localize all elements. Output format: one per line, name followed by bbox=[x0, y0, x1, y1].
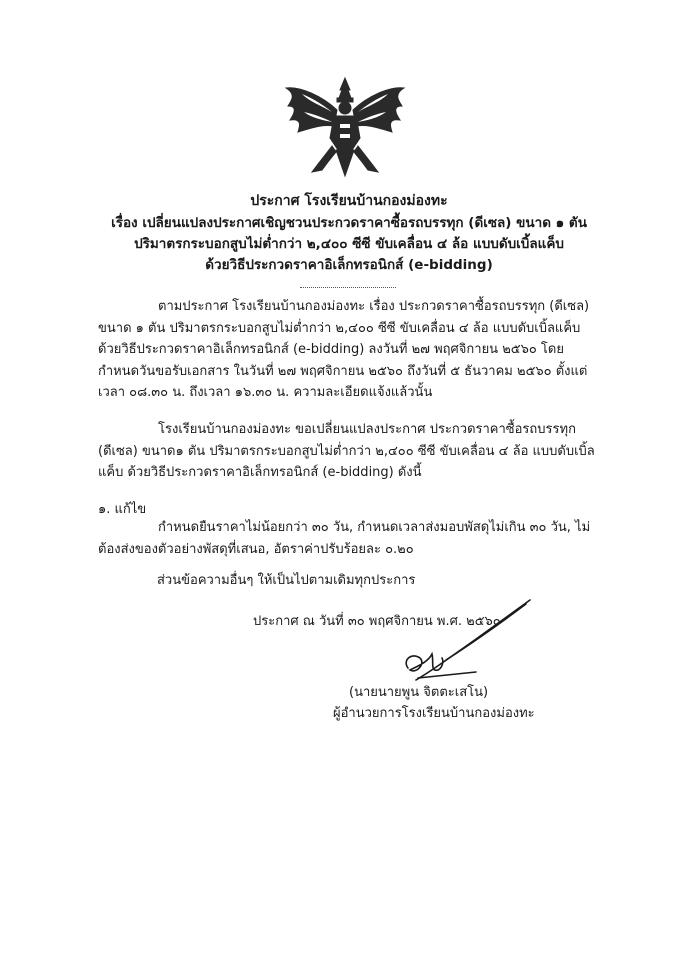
handwritten-signature-icon bbox=[398, 598, 538, 690]
subject-line-2: ปริมาตรกระบอกสูบไม่ต่ำกว่า ๒,๔๐๐ ซีซี ขับเคลื่อน ๔ ล้อ แบบดับเบิ้ลแค็บ bbox=[134, 236, 564, 252]
paragraph-3-text: กำหนดยืนราคาไม่น้อยกว่า ๓๐ วัน, กำหนดเวลาส่งมอบพัสดุไม่เกิน ๓๐ วัน, ไม่ต้องส่งของตัวอย่างพัสดุที่เสนอ, อัตราค่าปรับร้อยละ ๐.๒๐ bbox=[98, 520, 591, 557]
body-paragraph-2 bbox=[98, 419, 598, 484]
dotted-divider bbox=[300, 287, 396, 288]
subject-line-3: ด้วยวิธีประกวดราคาอิเล็กทรอนิกส์ (e-bidding) bbox=[205, 257, 493, 273]
signatory-name: (นายนายพูน จิตตะเสโน) bbox=[349, 685, 489, 700]
paragraph-2-text: โรงเรียนบ้านกองม่องทะ ขอเปลี่ยนแปลงประกาศ ประกวดราคาซื้อรถบรรทุก (ดีเซล) ขนาด๑ ตัน ปริมาตรกระบอกสูบไม่ต่ำกว่า ๒,๔๐๐ ซีซี ขับเคลื่อน ๔ ล้อ แบบดับเบิ้ลแค็บ ด้วยวิธีประกวดราคาอิเล็กทรอนิกส์ (e-bidding) ดังนี้ bbox=[98, 422, 595, 480]
closing-statement: ส่วนข้อความอื่นๆ ให้เป็นไปตามเดิมทุกประการ bbox=[157, 573, 416, 588]
garuda-emblem-icon bbox=[282, 76, 408, 180]
paragraph-1-text: ตามประกาศ โรงเรียนบ้านกองม่องทะ เรื่อง ประกวดราคาซื้อรถบรรทุก (ดีเซล) ขนาด ๑ ตัน ปริมาตรกระบอกสูบไม่ต่ำกว่า ๒,๔๐๐ ซีซี ขับเคลื่อน ๔ ล้อ แบบดับเบิ้ลแค็บ ด้วยวิธีประกวดราคาอิเล็กทรอนิกส์ (e-bidding) ลงวันที่ ๒๗ พฤศจิกายน ๒๕๖๐ โดยกำหนดวันขอรับเอกสาร ในวันที่ ๒๗ พฤศจิกายน ๒๕๖๐ ถึงวันที่ ๕ ธันวาคม ๒๕๖๐ ตั้งแต่เวลา ๐๘.๓๐ น. ถึงเวลา ๑๖.๓๐ น. ความละเอียดแจ้งแล้วนั้น bbox=[98, 299, 590, 400]
body-paragraph-3 bbox=[98, 517, 598, 560]
signatory-position: ผู้อำนวยการโรงเรียนบ้านกองม่องทะ bbox=[333, 706, 535, 721]
body-paragraph-1 bbox=[98, 296, 598, 404]
announcement-date: ประกาศ ณ วันที่ ๓๐ พฤศจิกายน พ.ศ. ๒๕๖๐ bbox=[253, 614, 501, 629]
announcement-subject bbox=[0, 213, 698, 276]
subject-line-1: เรื่อง เปลี่ยนแปลงประกาศเชิญชวนประกวดราคาซื้อรถบรรทุก (ดีเซล) ขนาด ๑ ตัน bbox=[111, 215, 587, 231]
amendment-item-1: ๑. แก้ไข bbox=[98, 502, 147, 517]
announcement-title: ประกาศ โรงเรียนบ้านกองม่องทะ bbox=[250, 193, 448, 209]
